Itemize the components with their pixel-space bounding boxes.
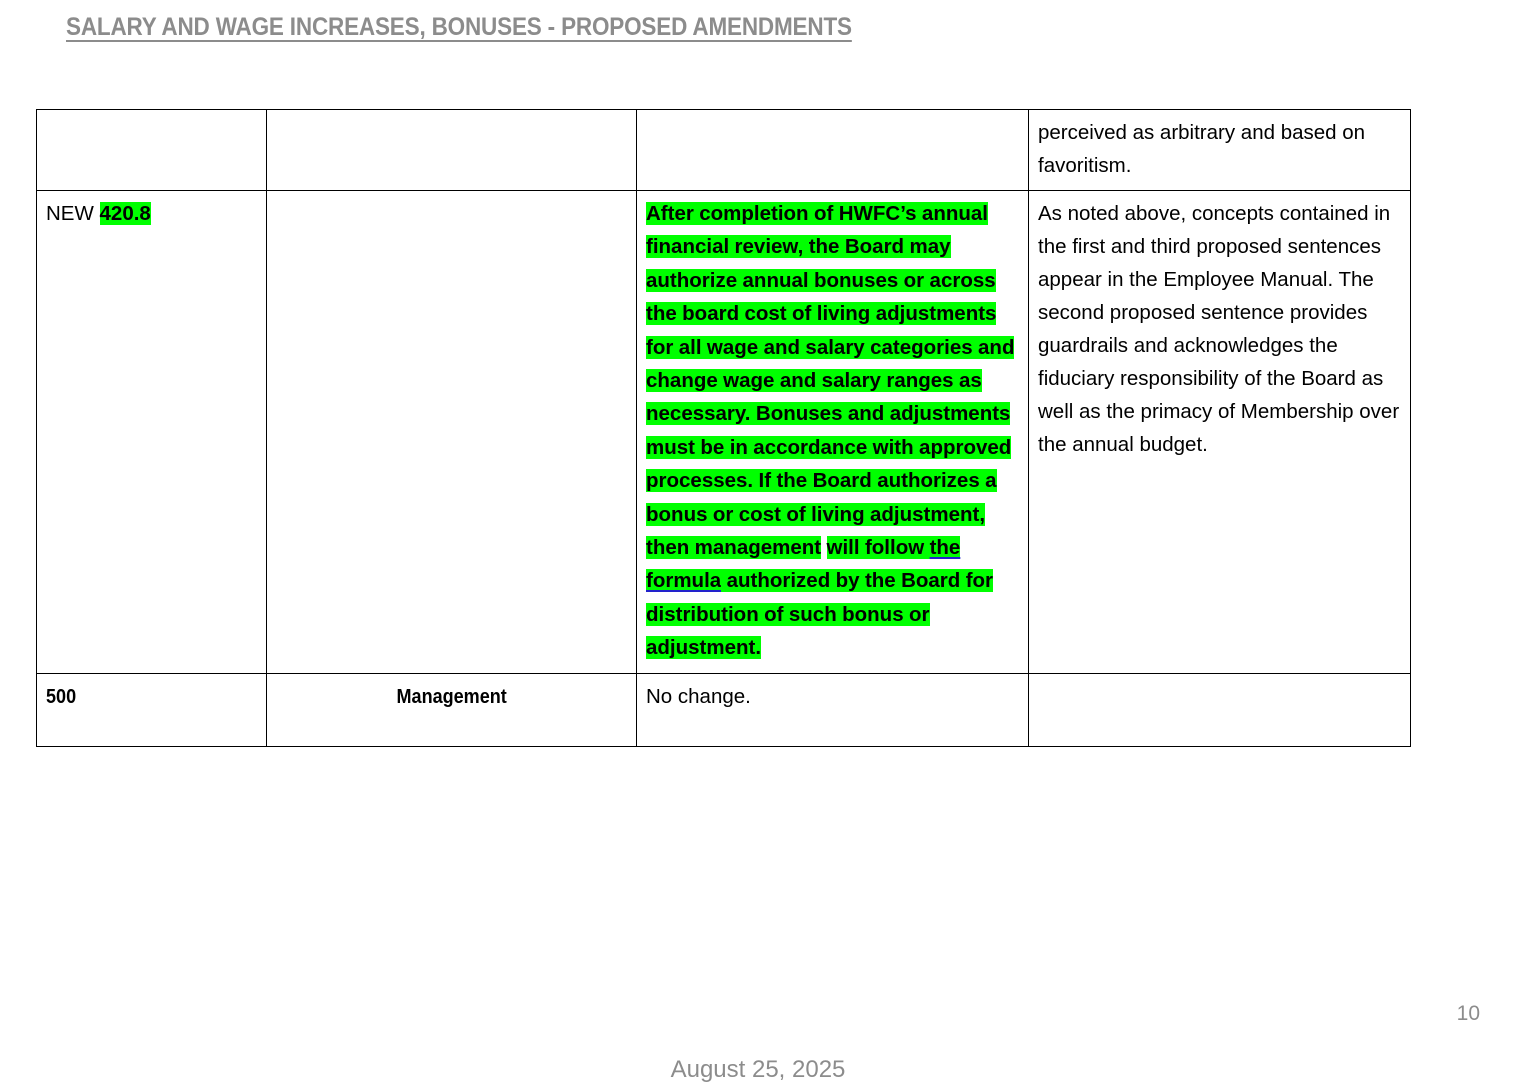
cell-section-number xyxy=(37,110,267,191)
cell-section-title xyxy=(267,673,637,746)
proposed-run-highlighted: Bonuses and adjustments must be in accordance with approved processes. If the Board authorizes a bonus or cost of living adjustment, then management xyxy=(646,402,1012,560)
cell-section-number xyxy=(37,673,267,746)
cell-commentary xyxy=(1029,110,1411,191)
commentary-text: As noted above, concepts contained in the first and third proposed sentences appear in the Employee Manual. The second proposed sentence provides guardrails and acknowledges the fiduciary responsibility of the Board as well as the primacy of Membership over the annual budget. xyxy=(1038,202,1400,456)
cell-section-title xyxy=(267,191,637,674)
commentary-text: perceived as arbitrary and based on favoritism. xyxy=(1038,121,1366,177)
page-number: 10 xyxy=(1456,1002,1480,1025)
cell-proposed-language xyxy=(637,110,1029,191)
proposed-language-text xyxy=(646,197,1019,665)
cell-proposed-language xyxy=(637,191,1029,674)
cell-section-number xyxy=(37,191,267,674)
table-row xyxy=(37,110,1411,191)
proposed-amendments-table xyxy=(36,109,1411,747)
cell-section-title xyxy=(267,110,637,191)
table-row xyxy=(37,673,1411,746)
section-number-prefix: NEW xyxy=(46,202,100,225)
footer-date: August 25, 2025 xyxy=(670,1056,846,1083)
proposed-run-highlighted: authorized by the Board for distribution of such bonus or adjustment. xyxy=(646,569,994,660)
proposed-run-inserted: the formula xyxy=(646,536,961,593)
proposed-run-highlighted: will follow xyxy=(826,536,930,560)
section-number-highlighted: 420.8 xyxy=(99,202,151,225)
section-number-text: 500 xyxy=(46,684,77,708)
cell-commentary xyxy=(1029,673,1411,746)
table-row xyxy=(37,191,1411,674)
proposed-run-highlighted: After completion of HWFC’s annual financial review, the Board may authorize annual bonuses or across the board cost of living adjustments for all wage and salary categories and change wage and salary ranges as necessary. xyxy=(646,202,1015,426)
section-title-text: Management xyxy=(396,684,507,708)
page-title: SALARY AND WAGE INCREASES, BONUSES - PROPOSED AMENDMENTS xyxy=(66,13,852,41)
proposed-run-plain xyxy=(821,536,826,559)
proposed-language-text: No change. xyxy=(646,684,751,708)
cell-commentary xyxy=(1029,191,1411,674)
cell-proposed-language xyxy=(637,673,1029,746)
